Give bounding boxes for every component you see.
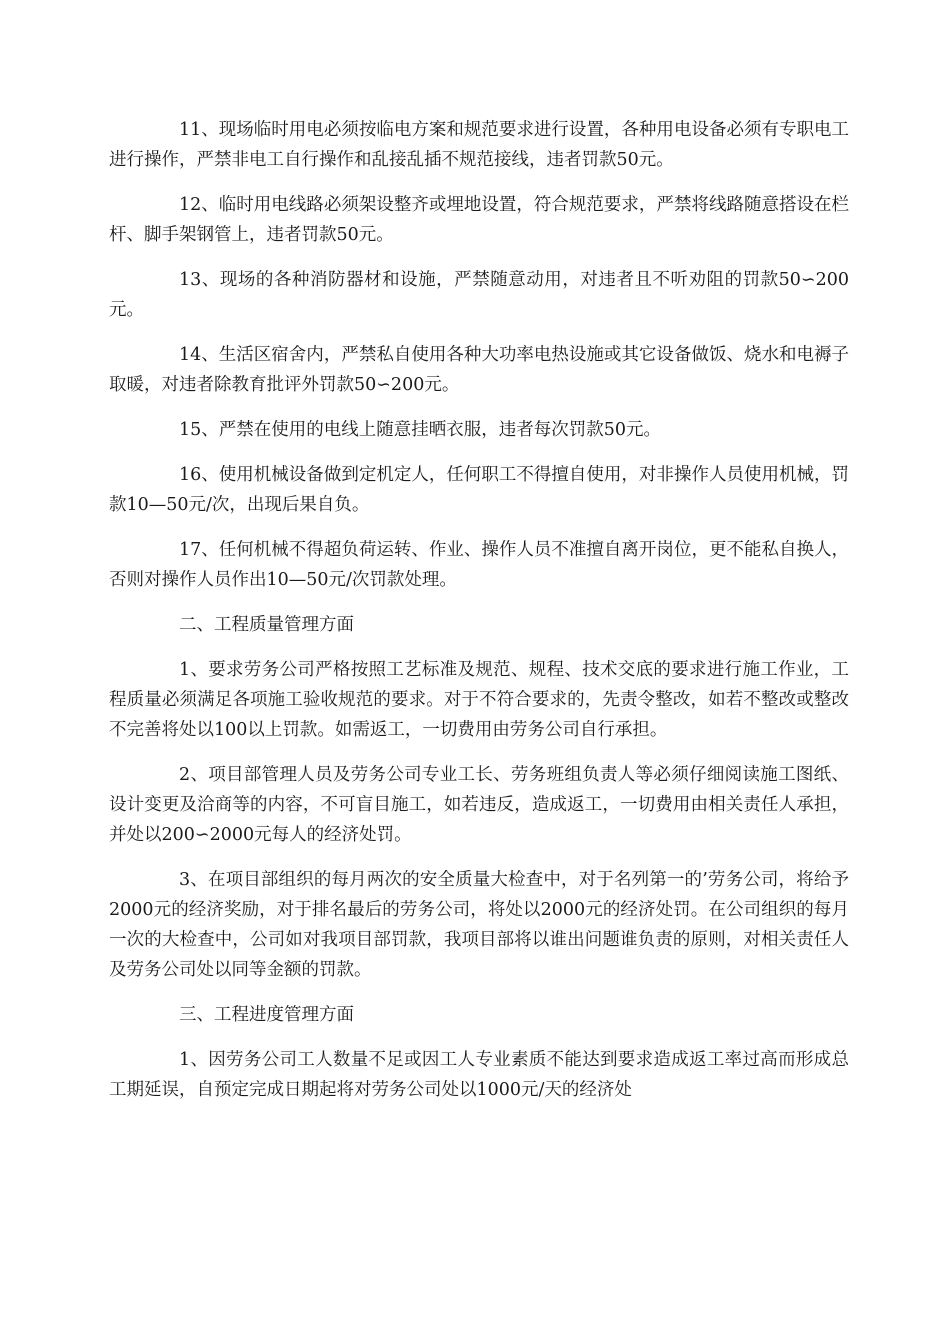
paragraph-quality-3: 3、在项目部组织的每月两次的安全质量大检查中，对于名列第一的’劳务公司，将给予2000元的经济奖励，对于排名最后的劳务公司，将处以2000元的经济处罚。在公司组织的每月一次的大检查中，公司如对我项目部罚款，我项目部将以谁出问题谁负责的原则，对相关责任人及劳务公司处以同等金额的罚款。	[109, 870, 849, 980]
paragraph-quality-2: 2、项目部管理人员及劳务公司专业工长、劳务班组负责人等必须仔细阅读施工图纸、设计变更及洽商等的内容，不可盲目施工，如若违反，造成返工，一切费用由相关责任人承担，并处以200∽2000元每人的经济处罚。	[109, 765, 849, 845]
paragraph-rule-16: 16、使用机械设备做到定机定人，任何职工不得擅自使用，对非操作人员使用机械，罚款10—50元/次，出现后果自负。	[109, 465, 849, 515]
paragraph-schedule-1: 1、因劳务公司工人数量不足或因工人专业素质不能达到要求造成返工率过高而形成总工期延误，自预定完成日期起将对劳务公司处以1000元/天的经济处	[109, 1050, 849, 1100]
paragraph-rule-11: 11、现场临时用电必须按临电方案和规范要求进行设置，各种用电设备必须有专职电工进行操作，严禁非电工自行操作和乱接乱插不规范接线，违者罚款50元。	[109, 120, 849, 170]
document-body	[109, 115, 849, 1120]
paragraph-rule-13: 13、现场的各种消防器材和设施，严禁随意动用，对违者且不听劝阻的罚款50∽200元。	[109, 270, 849, 320]
paragraph-rule-14: 14、生活区宿舍内，严禁私自使用各种大功率电热设施或其它设备做饭、烧水和电褥子取暖，对违者除教育批评外罚款50∽200元。	[109, 345, 849, 395]
section-heading-schedule: 三、工程进度管理方面	[179, 1005, 354, 1025]
paragraph-rule-17: 17、任何机械不得超负荷运转、作业、操作人员不准擅自离开岗位，更不能私自换人，否则对操作人员作出10—50元/次罚款处理。	[109, 540, 849, 590]
paragraph-rule-12: 12、临时用电线路必须架设整齐或埋地设置，符合规范要求，严禁将线路随意搭设在栏杆、脚手架钢管上，违者罚款50元。	[109, 195, 849, 245]
section-heading-quality: 二、工程质量管理方面	[179, 615, 354, 635]
paragraph-rule-15: 15、严禁在使用的电线上随意挂晒衣服，违者每次罚款50元。	[179, 420, 662, 440]
paragraph-quality-1: 1、要求劳务公司严格按照工艺标准及规范、规程、技术交底的要求进行施工作业，工程质量必须满足各项施工验收规范的要求。对于不符合要求的，先责令整改，如若不整改或整改不完善将处以100以上罚款。如需返工，一切费用由劳务公司自行承担。	[109, 660, 849, 740]
